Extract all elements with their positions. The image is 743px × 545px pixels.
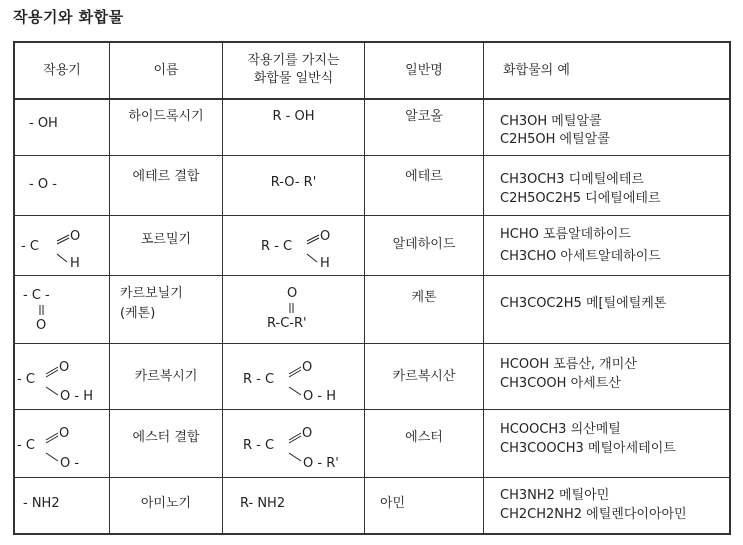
row6-group-carbon: - C — [17, 438, 35, 453]
header-formula-line2: 화합물 일반식 — [253, 71, 334, 86]
row6-formula-oxygen: O — [302, 426, 313, 441]
row1-example2: C2H5OH 에틸알콜 — [500, 132, 610, 147]
header-name: 이름 — [153, 63, 179, 78]
row3-formula-structure — [259, 226, 349, 271]
row3-formula-carbon: R - C — [261, 239, 293, 254]
row6-common: 에스터 — [405, 430, 443, 445]
row2-group: - O - — [29, 177, 57, 192]
row7-example2: CH2CH2NH2 에틸렌다이아아민 — [500, 507, 687, 522]
row4-formula-structure — [263, 283, 333, 339]
row6-formula-carbon: R - C — [243, 438, 275, 453]
row3-example2: CH3CHO 아세트알데하이드 — [500, 249, 661, 264]
row3-formula-hydrogen: H — [320, 256, 330, 271]
row4-example1: CH3COC2H5 메[틸에틸케톤 — [500, 296, 667, 311]
row3-group-structure — [19, 226, 99, 271]
row3-group-hydrogen: H — [70, 256, 80, 271]
row1-example1: CH3OH 메틸알콜 — [500, 114, 602, 129]
row4-group-oxygen: O — [36, 318, 47, 333]
row4-group-carbon: - C - — [23, 288, 50, 303]
row4-formula-oxygen: O — [287, 286, 298, 301]
row5-example2: CH3COOH 아세트산 — [500, 376, 621, 391]
row1-name: 하이드록시기 — [128, 109, 204, 124]
column-divider — [483, 43, 484, 533]
row5-formula-carbon: R - C — [243, 372, 275, 387]
row2-name: 에테르 결합 — [132, 169, 200, 184]
row5-formula-oxygen: O — [302, 360, 313, 375]
header-group: 작용기 — [43, 63, 81, 78]
row5-group-oxygen: O — [59, 360, 70, 375]
header-formula-line1: 작용기를 가지는 — [247, 53, 340, 68]
row7-group: - NH2 — [23, 496, 60, 511]
row7-example1: CH3NH2 메틸아민 — [500, 488, 610, 503]
row1-formula: R - OH — [272, 109, 315, 124]
row3-example1: HCHO 포름알데하이드 — [500, 227, 631, 242]
row3-name: 포르밀기 — [140, 232, 192, 247]
row7-common: 아민 — [380, 496, 406, 511]
row4-group-structure — [19, 283, 89, 335]
header-common: 일반명 — [405, 63, 443, 78]
row4-formula-carbon: R-C-R' — [267, 316, 307, 331]
row4-common: 케톤 — [411, 290, 437, 305]
row2-example2: C2H5OC2H5 디에틸에테르 — [500, 191, 661, 206]
row2-formula: R-O- R' — [270, 175, 317, 190]
row3-common: 알데하이드 — [392, 237, 456, 252]
row4-name-line2: (케톤) — [120, 306, 156, 321]
row6-group-ester-oxygen: O - — [60, 456, 80, 471]
row1-common: 알코올 — [405, 109, 443, 124]
row5-formula-hydroxyl: O - H — [303, 389, 336, 404]
row6-name: 에스터 결합 — [132, 430, 200, 445]
row-divider — [15, 215, 729, 216]
row5-group-structure — [15, 355, 109, 404]
row-divider — [15, 275, 729, 276]
row-divider — [15, 477, 729, 478]
row3-group-carbon: - C — [21, 239, 39, 254]
row6-formula-structure — [241, 421, 359, 469]
row6-example2: CH3COOCH3 메틸아세테이트 — [500, 441, 676, 456]
row6-group-structure — [15, 421, 109, 469]
row4-name-line1: 카르보닐기 — [120, 286, 183, 301]
row5-common: 카르복시산 — [392, 369, 456, 384]
row7-formula: R- NH2 — [240, 496, 286, 511]
row-divider — [15, 343, 729, 344]
row3-group-oxygen: O — [70, 229, 81, 244]
row2-example1: CH3OCH3 디메틸에테르 — [500, 172, 644, 187]
row3-formula-oxygen: O — [320, 229, 331, 244]
row6-formula-ester-oxygen: O - R' — [303, 456, 339, 471]
row5-group-carbon: - C — [17, 372, 35, 387]
row-divider — [15, 155, 729, 156]
row1-group: - OH — [29, 116, 58, 131]
row7-name: 아미노기 — [140, 496, 192, 511]
header-examples: 화합물의 예 — [503, 63, 570, 78]
row5-group-hydroxyl: O - H — [60, 389, 93, 404]
row-divider — [15, 409, 729, 410]
header-divider — [15, 98, 729, 100]
row2-common: 에테르 — [405, 169, 443, 184]
row5-name: 카르복시기 — [134, 369, 198, 384]
functional-group-table — [13, 41, 731, 535]
row6-example1: HCOOCH3 의산메틸 — [500, 422, 621, 437]
row5-example1: HCOOH 포름산, 개미산 — [500, 357, 637, 372]
row6-group-oxygen: O — [59, 426, 70, 441]
page-title: 작용기와 화합물 — [13, 8, 124, 26]
row5-formula-structure — [241, 355, 351, 404]
